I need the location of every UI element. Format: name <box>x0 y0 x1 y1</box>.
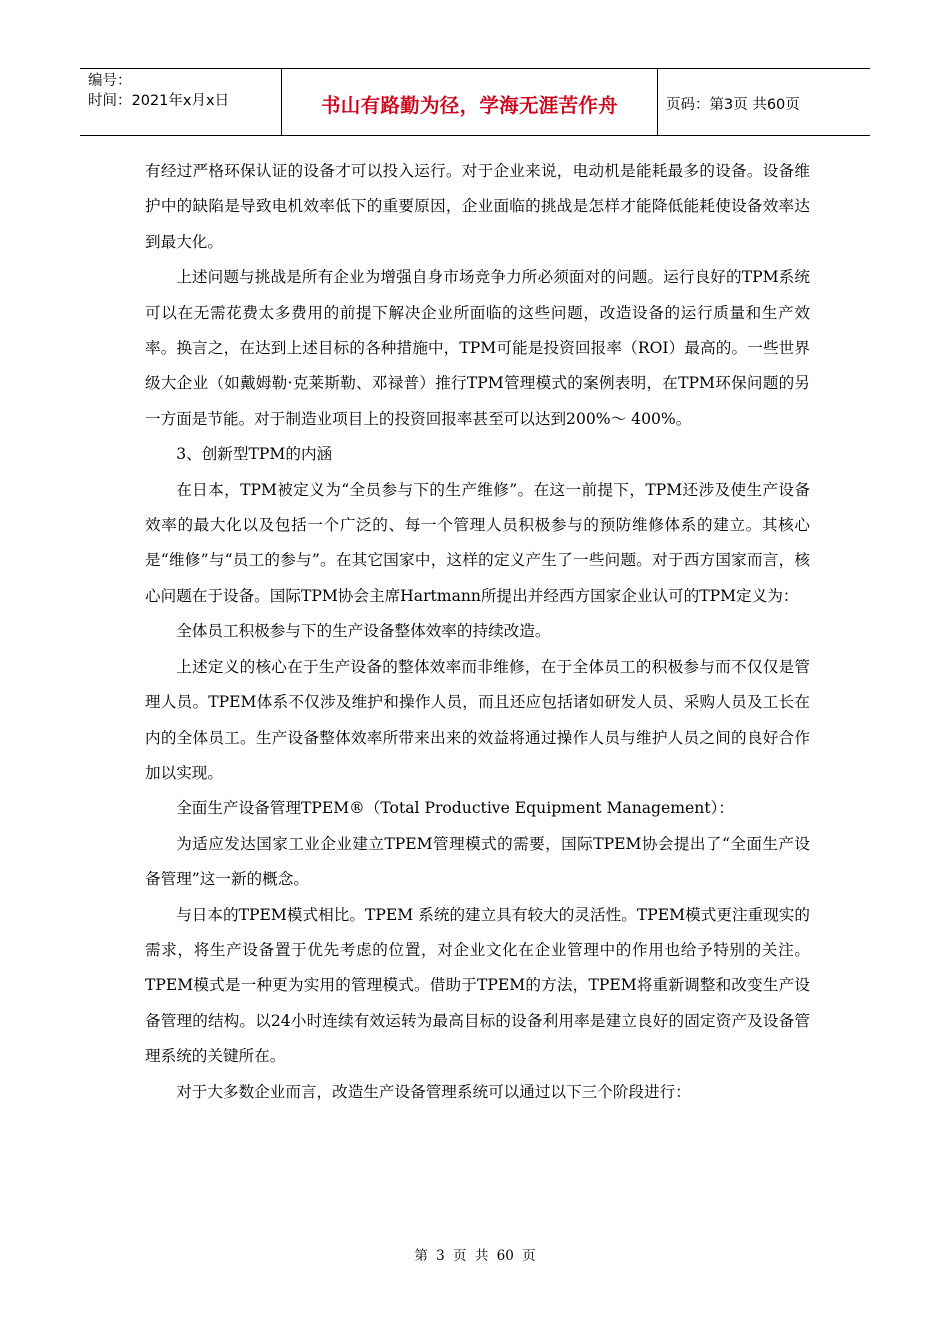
document-date-label: 时间：2021年x月x日 <box>88 93 230 109</box>
paragraph: 为适应发达国家工业企业建立TPEM管理模式的需要，国际TPEM协会提出了“全面生产设备管理”这一新的概念。 <box>145 834 810 889</box>
page-footer: 第 3 页 共 60 页 <box>414 1248 536 1264</box>
page-header <box>80 68 870 136</box>
paragraph: 上述定义的核心在于生产设备的整体效率而非维修，在于全体员工的积极参与而不仅仅是管理人员。TPEM体系不仅涉及维护和操作人员，而且还应包括诸如研发人员、采购人员及工长在内的全体员工。生产设备整体效率所带来出来的效益将通过操作人员与维护人员之间的良好合作加以实现。 <box>145 657 810 782</box>
paragraph: 在日本，TPM被定义为“全员参与下的生产维修”。在这一前提下，TPM还涉及使生产设备效率的最大化以及包括一个广泛的、每一个管理人员积极参与的预防维修体系的建立。其核心是“维修”与“员工的参与”。在其它国家中，这样的定义产生了一些问题。对于西方国家而言，核心问题在于设备。国际TPM协会主席Hartmann所提出并经西方国家企业认可的TPM定义为： <box>145 480 810 605</box>
paragraph: 全体员工积极参与下的生产设备整体效率的持续改造。 <box>176 622 551 641</box>
paragraph: 全面生产设备管理TPEM®（Total Productive Equipment Management）： <box>176 799 734 818</box>
paragraph: 对于大多数企业而言，改造生产设备管理系统可以通过以下三个阶段进行： <box>176 1082 691 1101</box>
header-page-number: 页码：第3页 共60页 <box>666 96 800 113</box>
header-motto: 书山有路勤为径，学海无涯苦作舟 <box>282 69 658 135</box>
paragraph: 与日本的TPEM模式相比。TPEM 系统的建立具有较大的灵活性。TPEM模式更注重现实的需求，将生产设备置于优先考虑的位置，对企业文化在企业管理中的作用也给予特别的关注。TPEM模式是一种更为实用的管理模式。借助于TPEM的方法，TPEM将重新调整和改变生产设备管理的结构。以24小时连续有效运转为最高目标的设备利用率是建立良好的固定资产及设备管理系统的关键所在。 <box>145 905 810 1066</box>
section-heading: 3、创新型TPM的内涵 <box>176 445 333 464</box>
paragraph: 上述问题与挑战是所有企业为增强自身市场竞争力所必须面对的问题。运行良好的TPM系统可以在无需花费太多费用的前提下解决企业所面临的这些问题，改造设备的运行质量和生产效率。换言之，在达到上述目标的各种措施中，TPM可能是投资回报率（ROI）最高的。一些世界级大企业（如戴姆勒·克莱斯勒、邓禄普）推行TPM管理模式的案例表明，在TPM环保问题的另一方面是节能。对于制造业项目上的投资回报率甚至可以达到200%～ 400%。 <box>145 268 810 428</box>
document-number-label: 编号： <box>88 73 132 89</box>
paragraph: 有经过严格环保认证的设备才可以投入运行。对于企业来说，电动机是能耗最多的设备。设备维护中的缺陷是导致电机效率低下的重要原因，企业面临的挑战是怎样才能降低能耗使设备效率达到最大化。 <box>145 162 810 251</box>
header-left-cell <box>80 69 282 135</box>
document-body <box>145 154 810 1110</box>
